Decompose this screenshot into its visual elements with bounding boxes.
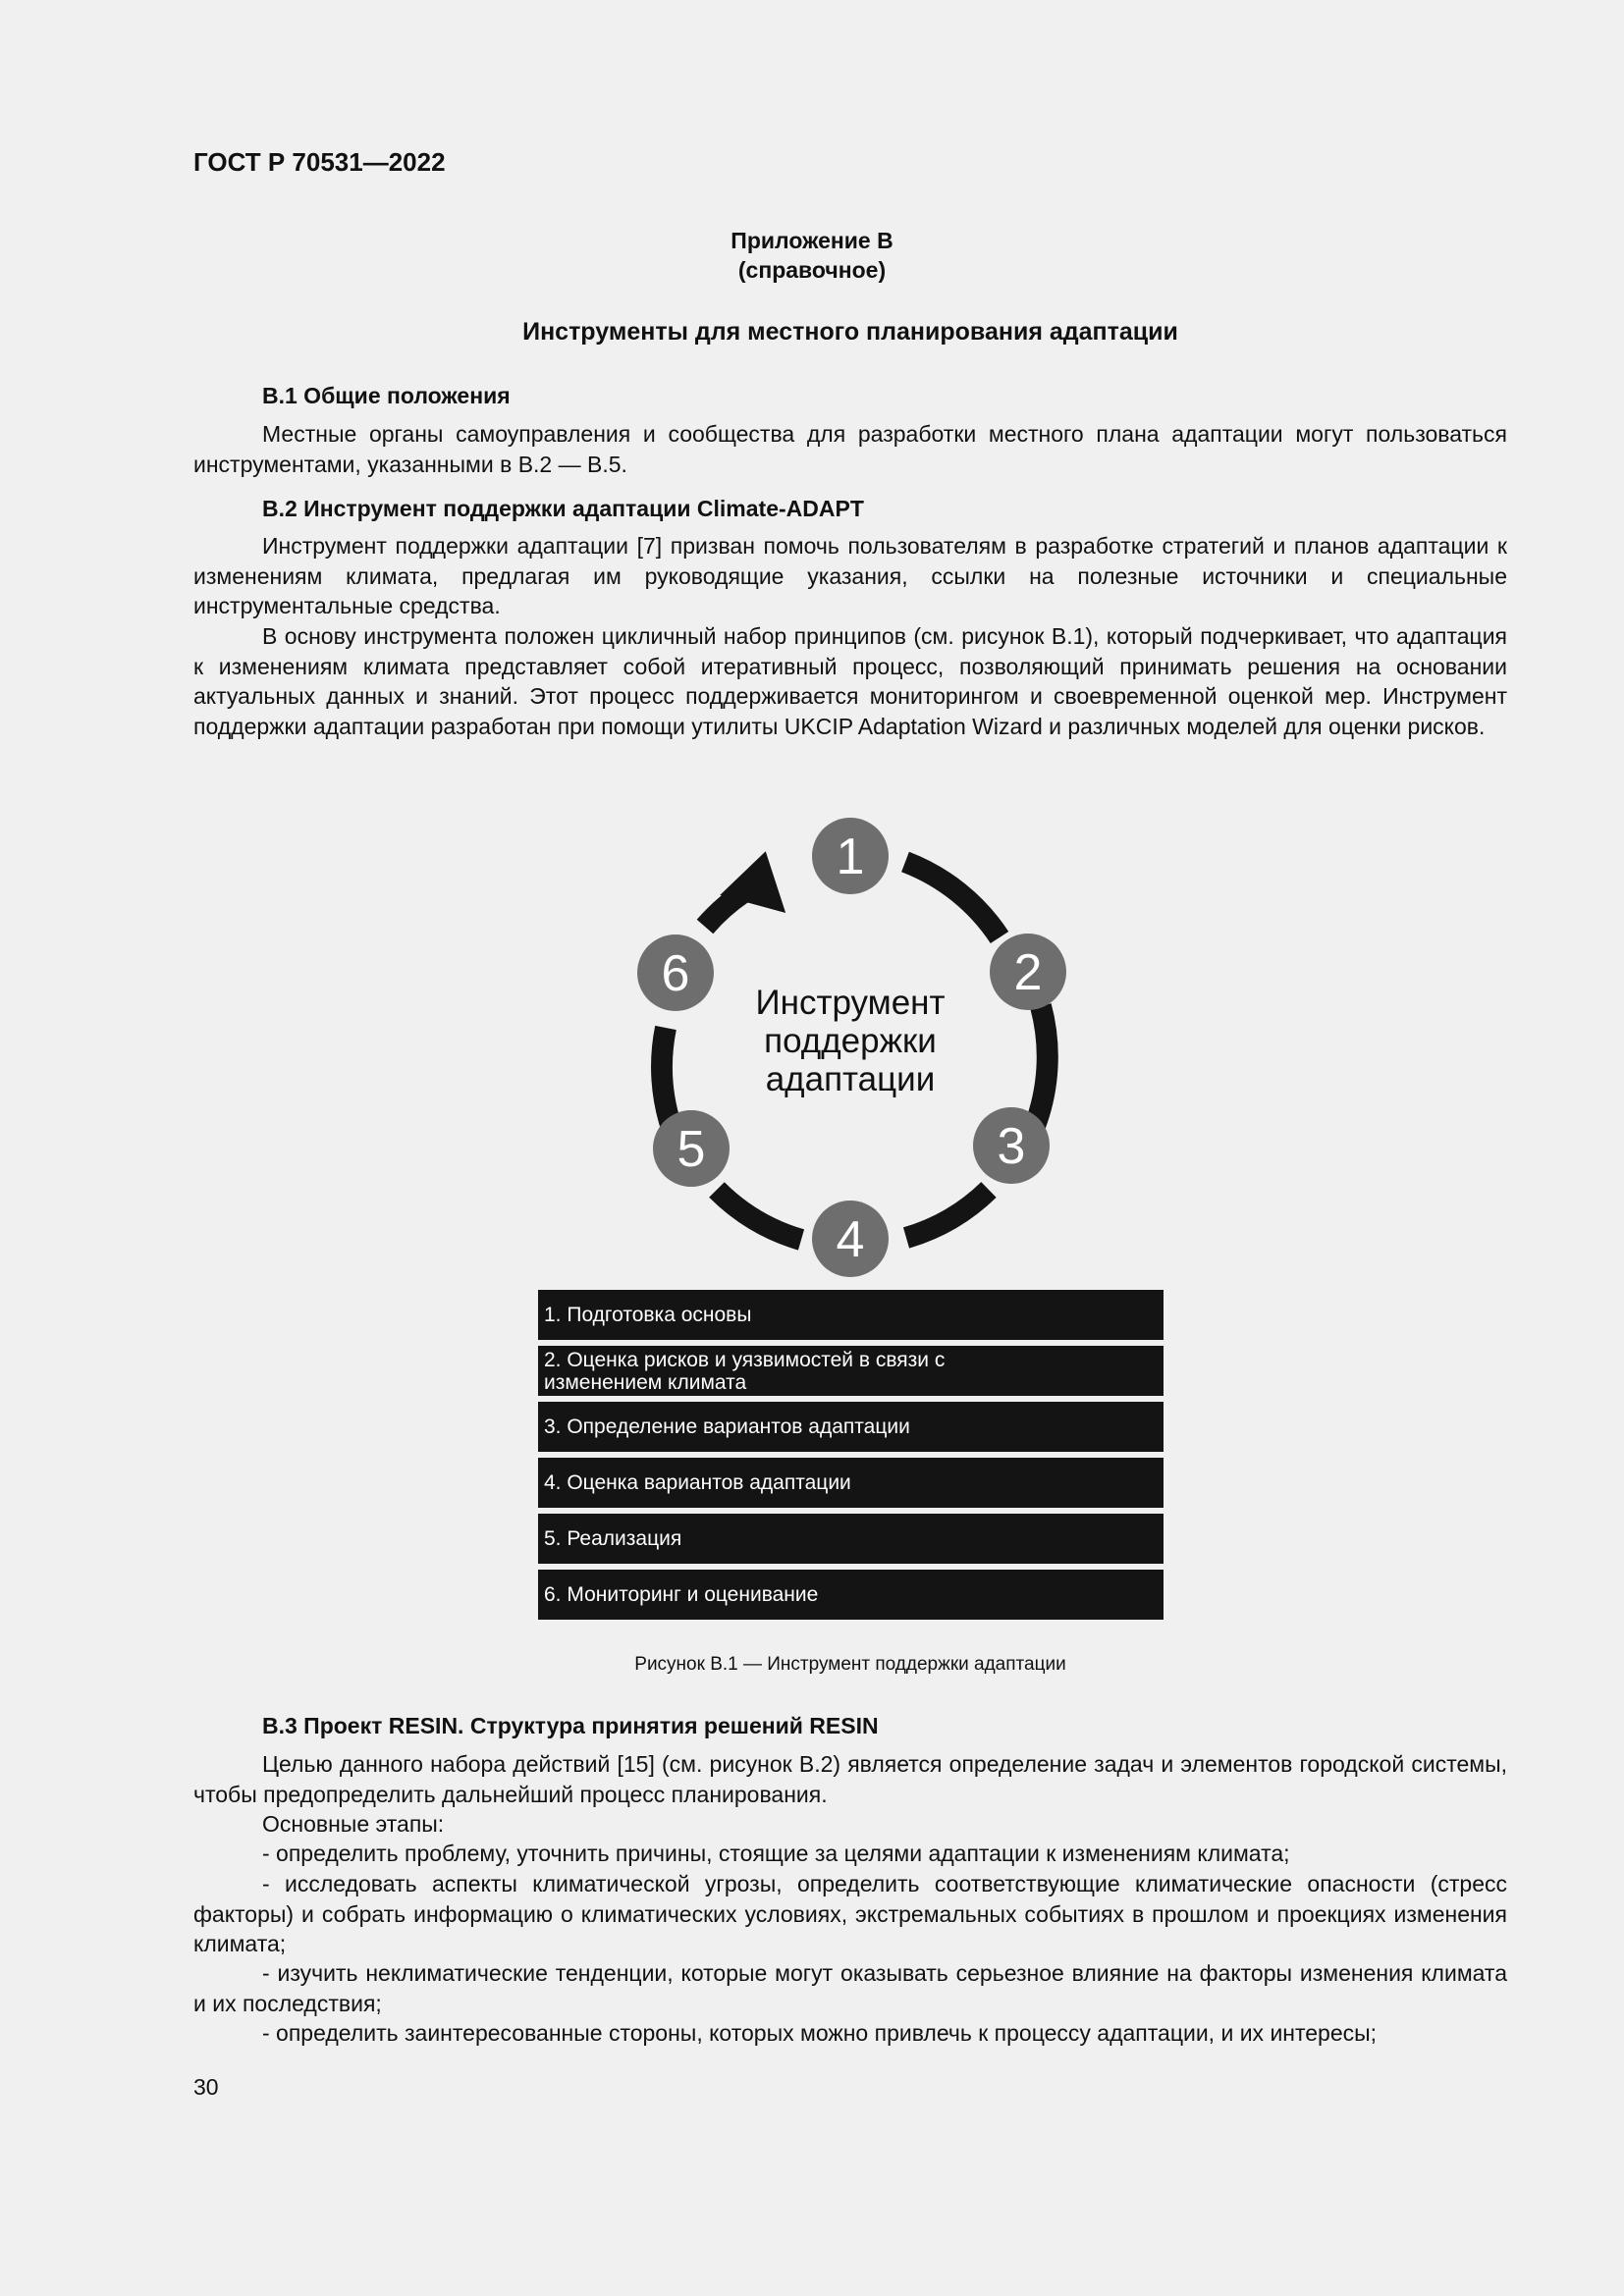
legend-item-5: 5. Реализация bbox=[538, 1514, 1164, 1564]
cycle-diagram bbox=[589, 805, 1119, 1296]
node-5 bbox=[653, 1110, 730, 1187]
node-2 bbox=[990, 934, 1066, 1010]
paragraph-b3-2: Основные этапы: bbox=[262, 1811, 445, 1837]
node-3 bbox=[973, 1107, 1050, 1184]
list-item-b3-4: - определить заинтересованные стороны, которых можно привлечь к процессу адаптации, и их интересы; bbox=[262, 2020, 1378, 2046]
annex-label: Приложение В bbox=[731, 228, 893, 253]
list-item-b3-1: - определить проблему, уточнить причины, стоящие за целями адаптации к изменениям климата; bbox=[262, 1841, 1290, 1866]
section-heading-b2: В.2 Инструмент поддержки адаптации Climate-ADAPT bbox=[262, 496, 864, 521]
legend-item-4: 4. Оценка вариантов адаптации bbox=[538, 1458, 1164, 1508]
list-item-b3-2: - исследовать аспекты климатической угрозы, определить соответствующие климатические опасности (стресс факторы) и собрать информацию о климатических условиях, экстремальных событиях в прошлом и проекциях изменения климата; bbox=[193, 1871, 1507, 1956]
center-line-2: поддержки bbox=[764, 1022, 937, 1060]
figure-caption: Рисунок В.1 — Инструмент поддержки адаптации bbox=[634, 1654, 1066, 1675]
legend-item-1: 1. Подготовка основы bbox=[538, 1290, 1164, 1340]
center-line-1: Инструмент bbox=[755, 984, 946, 1022]
paragraph-b2-1: Инструмент поддержки адаптации [7] призван помочь пользователям в разработке стратегий и планов адаптации к изменениям климата, предлагая им руководящие указания, ссылки на полезные источники и специальные инструментальные средства. bbox=[193, 533, 1507, 618]
ring-arc-4-5 bbox=[717, 1190, 801, 1240]
section-heading-b3: В.3 Проект RESIN. Структура принятия решений RESIN bbox=[262, 1713, 879, 1738]
legend-item-3: 3. Определение вариантов адаптации bbox=[538, 1402, 1164, 1452]
figure-legend bbox=[538, 1290, 1164, 1626]
page-number: 30 bbox=[193, 2074, 219, 2100]
annex-title: Инструменты для местного планирования адаптации bbox=[522, 318, 1178, 346]
node-1 bbox=[812, 818, 889, 894]
paragraph-b1-1: Местные органы самоуправления и сообщества для разработки местного плана адаптации могут пользоваться инструментами, указанными в В.2 — В.5. bbox=[193, 421, 1507, 477]
node-4 bbox=[812, 1201, 889, 1277]
node-4-label: 4 bbox=[836, 1211, 865, 1268]
node-3-label: 3 bbox=[997, 1118, 1026, 1175]
cycle-center-label bbox=[755, 984, 945, 1098]
ring-arc-3-4 bbox=[906, 1190, 989, 1238]
legend-item-2 bbox=[538, 1346, 1164, 1396]
paragraph-b2-2: В основу инструмента положен цикличный набор принципов (см. рисунок В.1), который подчеркивает, что адаптация к изменениям климата представляет собой итеративный процесс, позволяющий принимать решения на основании актуальных данных и знаний. Этот процесс поддерживается мониторингом и своевременной оценкой мер. Инструмент поддержки адаптации разработан при помощи утилиты UKCIP Adaptation Wizard и различных моделей для оценки рисков. bbox=[193, 623, 1507, 739]
standard-code: ГОСТ Р 70531—2022 bbox=[193, 147, 446, 177]
node-5-label: 5 bbox=[677, 1121, 706, 1178]
ring-arc-1-2 bbox=[905, 862, 1000, 937]
node-2-label: 2 bbox=[1013, 944, 1043, 1001]
list-item-b3-3: - изучить неклиматические тенденции, которые могут оказывать серьезное влияние на факторы изменения климата и их последствия; bbox=[193, 1960, 1507, 2016]
center-line-3: адаптации bbox=[765, 1060, 936, 1098]
node-6 bbox=[637, 934, 714, 1011]
ring-arc-5-6 bbox=[662, 1028, 673, 1131]
legend-item-6: 6. Мониторинг и оценивание bbox=[538, 1570, 1164, 1620]
node-6-label: 6 bbox=[661, 945, 690, 1002]
paragraph-b3-1: Целью данного набора действий [15] (см. рисунок В.2) является определение задач и элементов городской системы, чтобы предопределить дальнейший процесс планирования. bbox=[193, 1751, 1507, 1807]
node-1-label: 1 bbox=[836, 828, 865, 885]
section-heading-b1: В.1 Общие положения bbox=[262, 383, 511, 408]
legend-item-2-text: 2. Оценка рисков и уязвимостей в связи с изменением климата bbox=[544, 1348, 946, 1394]
ring-arc-2-3 bbox=[1033, 1006, 1048, 1131]
annex-type: (справочное) bbox=[737, 257, 887, 283]
